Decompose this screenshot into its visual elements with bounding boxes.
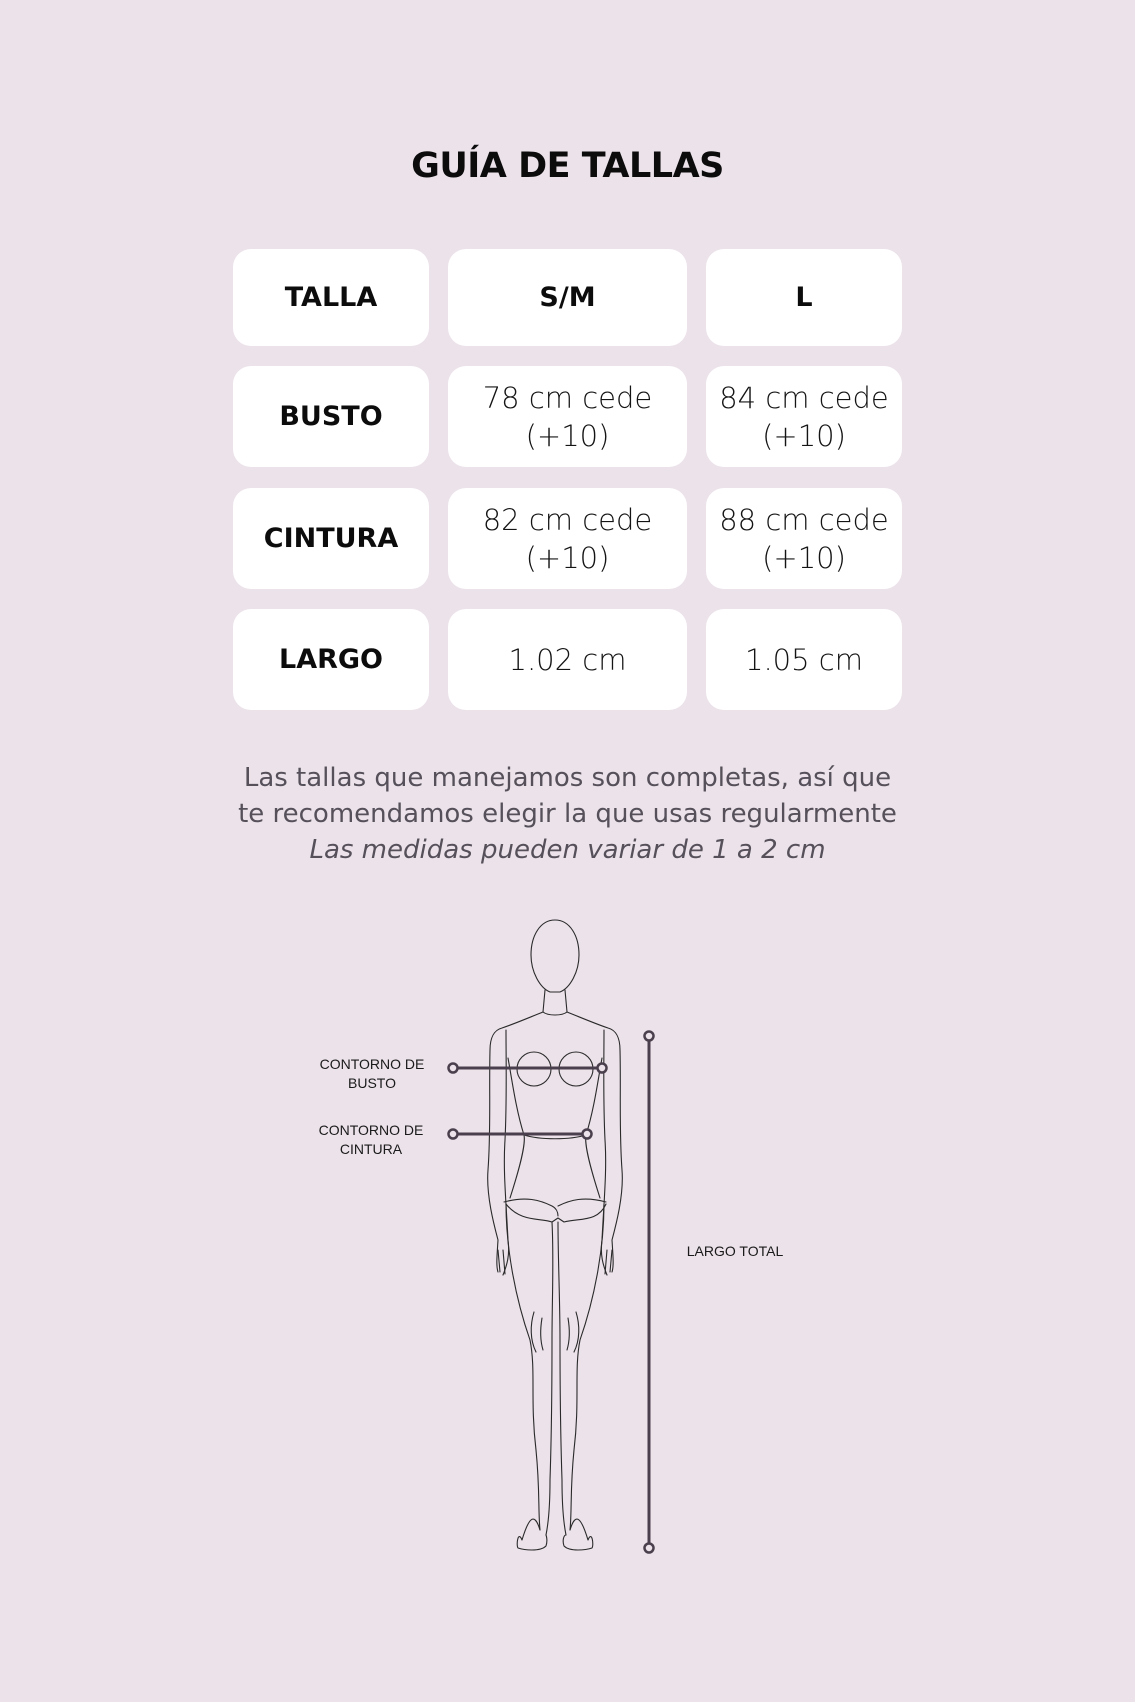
header-label: TALLA — [284, 282, 378, 313]
length-measure-line — [645, 1032, 654, 1553]
waist-label-line2: CINTURA — [339, 1141, 403, 1157]
header-label: L — [795, 282, 813, 313]
bust-measure-line — [449, 1064, 607, 1073]
bust-label-line1: CONTORNO DE — [319, 1056, 425, 1072]
note-line-3: Las medidas pueden variar de 1 a 2 cm — [309, 835, 826, 865]
mannequin-figure-icon — [488, 920, 623, 1550]
cell-value: 82 cm cede (+10) — [482, 502, 653, 575]
cell-value: 84 cm cede (+10) — [719, 380, 889, 453]
waist-measure-line — [449, 1130, 592, 1139]
row-label: CINTURA — [263, 523, 399, 554]
cell-value: 78 cm cede (+10) — [482, 380, 653, 453]
waist-label-line1: CONTORNO DE — [318, 1122, 424, 1138]
page-title: GUÍA DE TALLAS — [411, 146, 724, 186]
header-label: S/M — [539, 282, 596, 313]
note-line-1: Las tallas que manejamos son completas, así que — [243, 763, 892, 793]
length-label: LARGO TOTAL — [686, 1243, 784, 1259]
cell-value: 1.05 cm — [745, 642, 863, 677]
note-line-2: te recomendamos elegir la que usas regularmente — [238, 799, 897, 829]
row-label: BUSTO — [279, 401, 383, 432]
cell-value: 1.02 cm — [508, 642, 627, 677]
bust-label-line2: BUSTO — [348, 1075, 396, 1091]
cell-value: 88 cm cede (+10) — [719, 502, 889, 575]
row-label: LARGO — [278, 644, 383, 675]
